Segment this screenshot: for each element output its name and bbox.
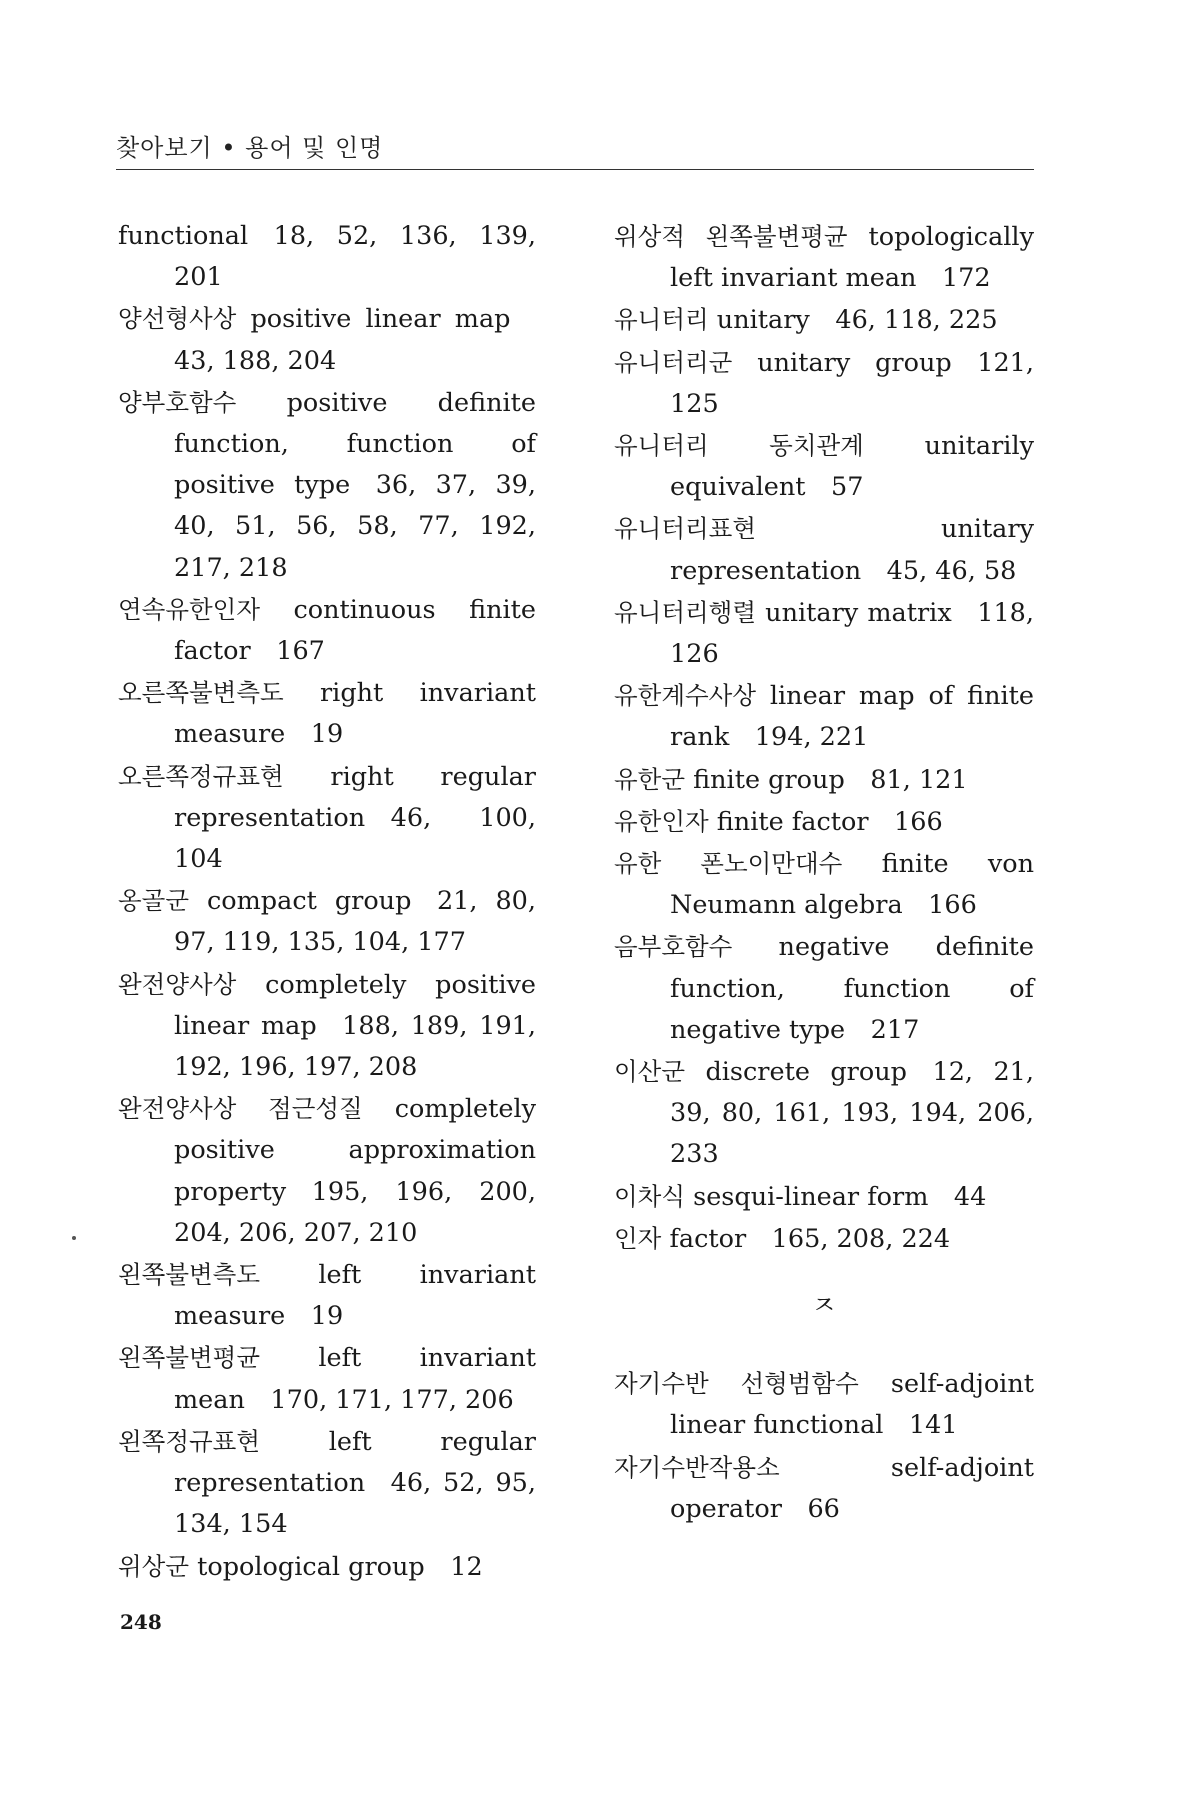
entry-korean-term: 양부호함수 — [118, 387, 237, 417]
entry-korean-term: 자기수반 선형범함수 — [614, 1369, 859, 1399]
index-entry — [614, 759, 1034, 801]
index-entry — [614, 926, 1034, 1051]
entry-korean-term: 이산군 — [614, 1057, 686, 1087]
entry-english-term: topologically left invariant mean — [670, 222, 1034, 294]
index-entry — [614, 675, 1034, 758]
entry-english-term: positive linear map — [250, 304, 511, 335]
entry-page-refs: 46, 118, 225 — [835, 305, 998, 336]
index-entry — [118, 216, 536, 298]
entry-english-term: compact group — [206, 886, 412, 917]
entry-page-refs: 12 — [450, 1551, 483, 1582]
entry-korean-term: 음부호함수 — [614, 932, 733, 962]
index-entry — [118, 880, 536, 963]
entry-page-refs: 166 — [928, 890, 977, 921]
entry-page-refs: 21, 80, 97, 119, 135, 104, 177 — [174, 886, 537, 958]
index-entry — [118, 672, 536, 755]
entry-page-refs: 141 — [908, 1410, 958, 1441]
entry-english-term: right invariant measure — [174, 678, 536, 750]
index-entry — [118, 1088, 536, 1254]
entry-english-term: self-adjoint operator — [670, 1452, 1034, 1524]
entry-korean-term: 유한인자 — [614, 806, 709, 836]
entry-english-term: unitary — [716, 305, 810, 336]
entry-page-refs: 46, 52, 95, 134, 154 — [174, 1468, 536, 1540]
index-entry — [118, 298, 536, 381]
index-column-right — [614, 216, 1034, 1530]
index-entries-right-after — [614, 1363, 1034, 1530]
entry-korean-term: 왼쪽불변측도 — [118, 1260, 261, 1290]
entry-korean-term: 유니터리 — [614, 305, 709, 335]
entry-korean-term: 유니터리군 — [614, 347, 733, 377]
entry-page-refs: 166 — [894, 806, 943, 837]
entry-korean-term: 유한군 — [614, 764, 686, 794]
entry-page-refs: 170, 171, 177, 206 — [270, 1384, 514, 1415]
entry-korean-term: 완전양사상 점근성질 — [118, 1094, 363, 1124]
section-letter: ㅈ — [811, 1291, 837, 1322]
entry-page-refs: 18, 52, 136, 139, 201 — [174, 221, 536, 293]
page-number: 248 — [120, 1610, 162, 1634]
entry-page-refs: 81, 121 — [870, 764, 968, 795]
entry-english-term: unitary matrix — [765, 597, 952, 628]
entry-korean-term: 유니터리표현 — [614, 514, 757, 544]
index-column-left — [118, 216, 536, 1588]
index-entry — [118, 1337, 536, 1420]
entry-english-term: positive definite function, function of positive type — [174, 387, 536, 501]
entry-page-refs: 36, 37, 39, 40, 51, 56, 58, 77, 192, 217, 218 — [174, 470, 536, 583]
entry-korean-term: 양선형사상 — [118, 304, 237, 334]
entry-korean-term: 이차식 — [614, 1181, 686, 1211]
header-title: 찾아보기 • 용어 및 인명 — [116, 134, 384, 162]
entry-korean-term: 자기수반작용소 — [614, 1452, 780, 1482]
entry-english-term: completely positive linear map — [174, 969, 536, 1041]
entry-korean-term: 왼쪽불변평균 — [118, 1343, 261, 1373]
entry-page-refs: 45, 46, 58 — [886, 555, 1017, 586]
index-entry — [118, 1254, 536, 1337]
index-entry — [118, 1546, 536, 1588]
index-entry — [614, 1447, 1034, 1530]
entry-page-refs: 46, 100, 104 — [174, 802, 536, 875]
margin-dot — [72, 1236, 76, 1240]
entry-page-refs: 194, 221 — [754, 722, 869, 753]
entry-english-term: self-adjoint linear functional — [670, 1369, 1034, 1441]
index-entry — [118, 1421, 536, 1546]
entry-english-term: sesqui-linear form — [693, 1181, 929, 1212]
index-entry — [614, 801, 1034, 843]
entry-english-term: negative definite function, function of negative type — [670, 932, 1034, 1045]
entry-page-refs: 195, 196, 200, 204, 206, 207, 210 — [174, 1176, 536, 1248]
entry-korean-term: 오른쪽불변측도 — [118, 678, 284, 708]
entry-page-refs: 57 — [831, 472, 864, 503]
entry-english-term: finite factor — [716, 806, 869, 837]
entry-english-term: left invariant measure — [174, 1260, 536, 1332]
entry-english-term: right regular representation — [174, 761, 536, 833]
entry-page-refs: 121, 125 — [670, 347, 1034, 419]
index-entry — [118, 964, 536, 1089]
entry-english-term: completely positive approximation property — [174, 1094, 537, 1207]
index-entry — [614, 425, 1034, 508]
index-entry — [118, 589, 536, 672]
entry-korean-term: 위상적 왼쪽불변평균 — [614, 222, 848, 251]
index-entry — [118, 382, 536, 589]
running-header — [116, 128, 1034, 170]
entry-korean-term: 유니터리 동치관계 — [614, 431, 864, 461]
entry-page-refs: 188, 189, 191, 192, 196, 197, 208 — [174, 1010, 536, 1083]
entry-english-term: topological group — [197, 1551, 425, 1582]
entry-page-refs: 118, 126 — [670, 597, 1035, 670]
index-entry — [614, 1218, 1034, 1260]
entry-english-term: unitarily equivalent — [670, 431, 1034, 503]
index-entry — [118, 756, 536, 881]
entry-korean-term: 유한 폰노이만대수 — [614, 849, 843, 879]
entry-english-term: finite group — [693, 764, 845, 795]
entry-korean-term: 인자 — [614, 1223, 662, 1253]
entry-page-refs: 44 — [953, 1181, 987, 1212]
entry-korean-term: 유니터리행렬 — [614, 597, 757, 627]
index-entry — [614, 592, 1034, 675]
entry-page-refs: 19 — [310, 719, 344, 750]
entry-english-term: finite von Neumann algebra — [670, 849, 1035, 921]
entry-korean-term: 유한계수사상 — [614, 681, 757, 711]
entry-korean-term: 왼쪽정규표현 — [118, 1426, 261, 1456]
index-entry — [614, 1363, 1034, 1446]
entry-english-term: linear map of finite rank — [670, 681, 1034, 753]
entry-korean-term: 오른쪽정규표현 — [118, 761, 284, 791]
index-entry — [614, 299, 1034, 341]
index-entry — [614, 342, 1034, 425]
index-entries-right — [614, 216, 1034, 1260]
index-entry — [614, 216, 1034, 299]
entry-english-term: left regular representation — [174, 1426, 536, 1499]
entry-korean-term: 연속유한인자 — [118, 594, 261, 624]
entry-page-refs: 172 — [941, 263, 991, 294]
index-entry — [614, 1176, 1034, 1218]
entry-page-refs: 167 — [276, 636, 325, 667]
entry-page-refs: 217 — [870, 1014, 920, 1045]
index-entry — [614, 508, 1034, 591]
index-entry — [614, 843, 1034, 926]
entry-page-refs: 165, 208, 224 — [771, 1223, 951, 1254]
index-entry — [614, 1051, 1034, 1176]
entry-korean-term: 위상군 — [118, 1551, 190, 1581]
entry-english-term: unitary group — [757, 347, 952, 378]
entry-english-term: continuous finite factor — [174, 594, 537, 667]
entry-page-refs: 19 — [310, 1301, 344, 1332]
entry-english-term: factor — [669, 1223, 747, 1254]
entry-english-term: functional — [118, 221, 249, 251]
entry-english-term: unitary representation — [670, 514, 1034, 586]
entry-page-refs: 43, 188, 204 — [174, 345, 337, 376]
entry-korean-term: 옹골군 — [118, 886, 190, 916]
entry-english-term: left invariant mean — [174, 1343, 536, 1415]
entry-korean-term: 완전양사상 — [118, 969, 237, 999]
entry-page-refs: 66 — [807, 1493, 840, 1524]
entry-english-term: discrete group — [705, 1057, 907, 1088]
entry-page-refs: 12, 21, 39, 80, 161, 193, 194, 206, 233 — [670, 1057, 1035, 1170]
